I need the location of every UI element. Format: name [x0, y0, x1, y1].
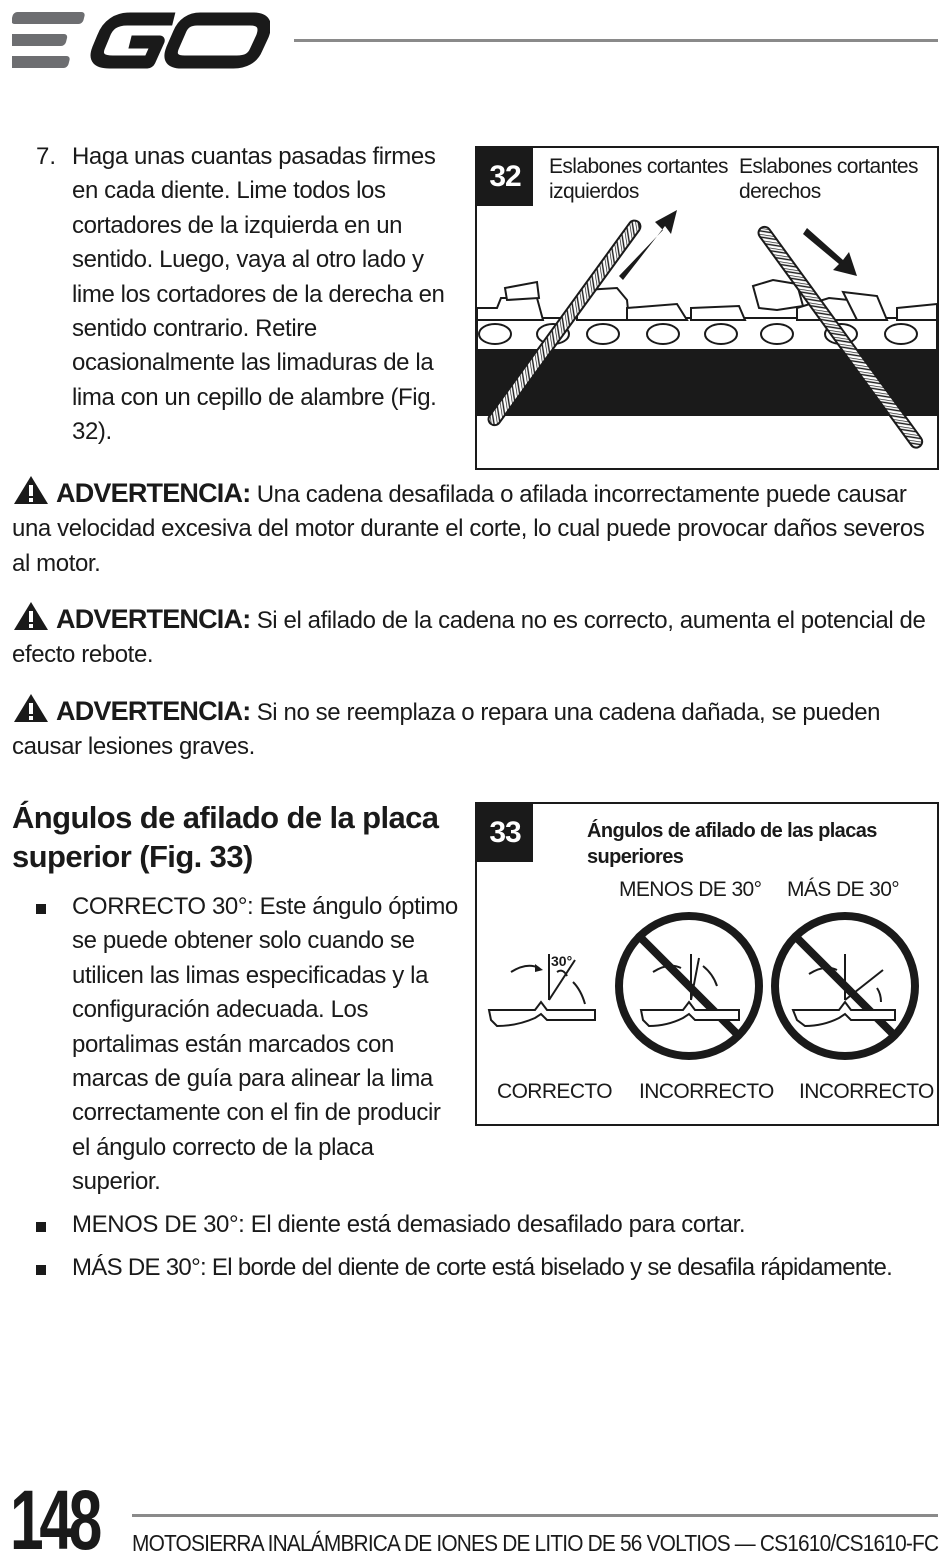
footer-text: MOTOSIERRA INALÁMBRICA DE IONES DE LITIO DE 56 VOLTIOS — CS1610/CS1610-FC — [132, 1530, 939, 1556]
label-left-cutters: Eslabones cortantes izquierdos — [549, 155, 728, 203]
warning-heading: ADVERTENCIA: — [56, 478, 251, 508]
page-number: 148 — [10, 1473, 98, 1567]
ego-logo — [12, 10, 270, 70]
warning-triangle-icon — [12, 474, 50, 506]
bullet-marker — [36, 1265, 46, 1275]
angle-label: 30° — [551, 953, 573, 969]
figure-32 — [475, 146, 939, 470]
bullet-marker — [36, 904, 46, 914]
warning-1 — [12, 474, 938, 581]
warning-text: Si no se reemplaza o repara una cadena dañada, se pueden causar lesiones graves. — [12, 699, 881, 761]
bullet-text: CORRECTO 30°: Este ángulo óptimo se puede obtener solo cuando se utilicen las limas especificadas y la configuración adecuada. Los portalimas están marcados con marcas de guía para alinear la lima correctamente con el fin de producir el ángulo correcto de la placa superior. — [72, 893, 458, 1196]
bullet-text: MENOS DE 30°: El diente está demasiado desafilado para cortar. — [72, 1211, 746, 1238]
section-title: Ángulos de afilado de la placa superior (Fig. 33) — [12, 800, 439, 874]
figure-number: 32 — [477, 148, 533, 206]
header-rule — [294, 39, 938, 42]
warning-heading: ADVERTENCIA: — [56, 604, 251, 634]
warning-text: Si el afilado de la cadena no es correcto, aumenta el potencial de efecto rebote. — [12, 607, 926, 669]
warning-heading: ADVERTENCIA: — [56, 696, 251, 726]
figure-33 — [475, 802, 939, 1126]
warning-text: Una cadena desafilada o afilada incorrectamente puede causar una velocidad excesiva del motor durante el corte, lo cual puede provocar daños severos al motor. — [12, 481, 925, 577]
footer-rule — [132, 1514, 938, 1517]
label-less-than-30: MENOS DE 30° — [619, 878, 762, 901]
bullet-text: MÁS DE 30°: El borde del diente de corte está biselado y se desafila rápidamente. — [72, 1254, 893, 1281]
label-more-than-30: MÁS DE 30° — [787, 878, 900, 901]
caption-incorrect-more: INCORRECTO — [799, 1080, 934, 1103]
figure-title: Ángulos de afilado de las placas superiores — [587, 820, 877, 868]
step-number: 7. — [36, 143, 57, 170]
warning-triangle-icon — [12, 692, 50, 724]
caption-incorrect-less: INCORRECTO — [639, 1080, 774, 1103]
caption-correct: CORRECTO — [497, 1080, 612, 1103]
bullet-marker — [36, 1222, 46, 1232]
step-text: Haga unas cuantas pasadas firmes en cada diente. Lime todos los cortadores de la izquierda en un sentido. Luego, vaya al otro lado y lime los cortadores de la derecha en sentido contrario. Retire ocasionalmente las limaduras de la lima con un cepillo de alambre (Fig. 32). — [72, 143, 445, 446]
warning-3 — [12, 692, 938, 765]
warning-2 — [12, 600, 938, 673]
label-right-cutters: Eslabones cortantes derechos — [739, 155, 918, 203]
figure-number: 33 — [477, 804, 533, 862]
warning-triangle-icon — [12, 600, 50, 632]
